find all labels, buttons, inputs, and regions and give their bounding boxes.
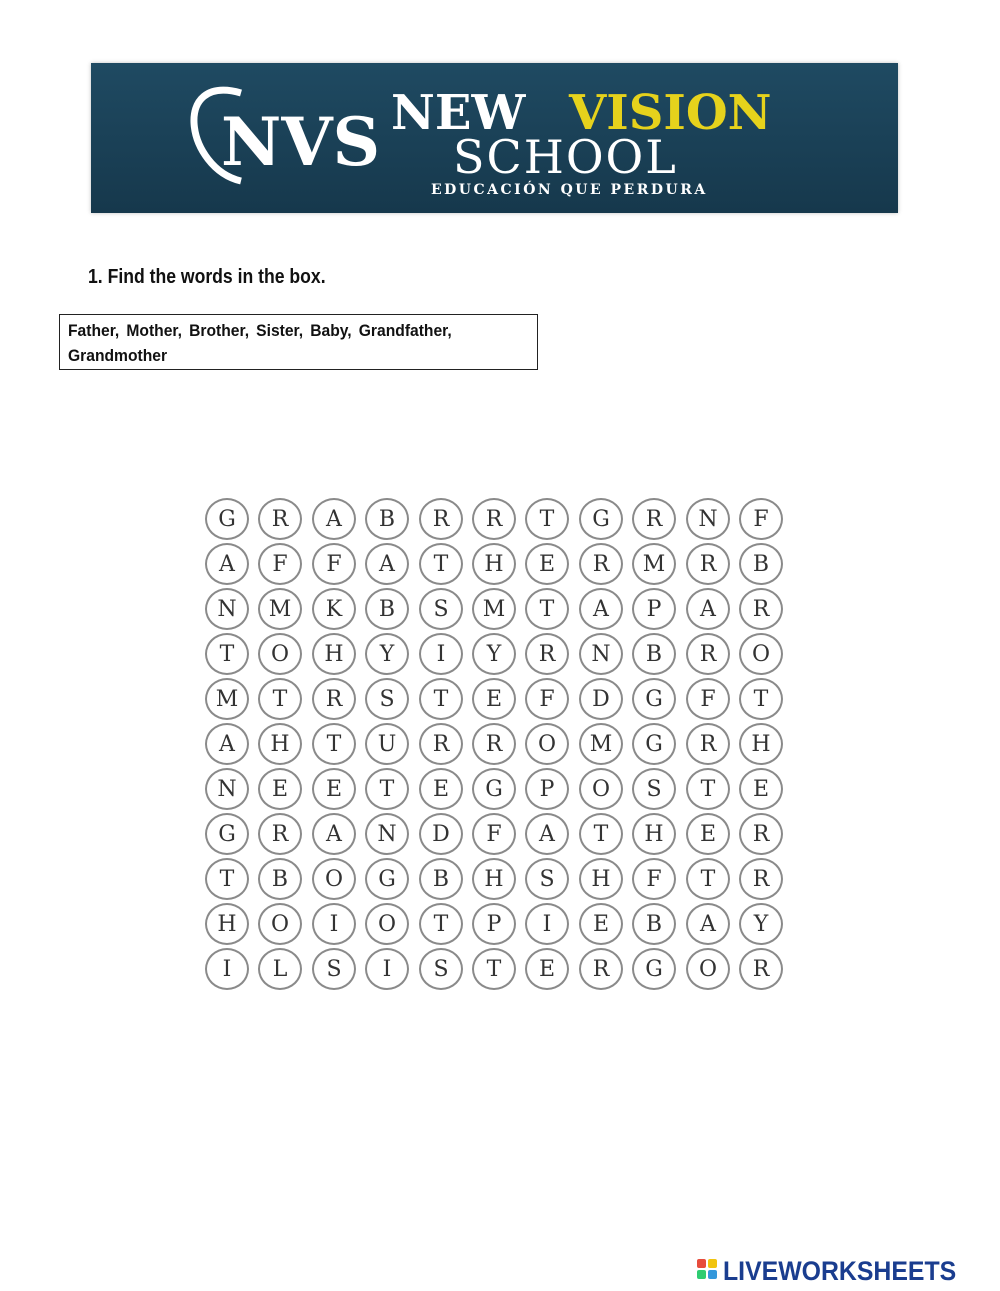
grid-letter-cell[interactable]: Y xyxy=(365,633,409,675)
grid-letter-cell[interactable]: I xyxy=(312,903,356,945)
grid-letter-cell[interactable]: H xyxy=(632,813,676,855)
grid-letter-cell[interactable]: F xyxy=(258,543,302,585)
grid-letter-cell[interactable]: H xyxy=(579,858,623,900)
grid-letter-cell[interactable]: M xyxy=(472,588,516,630)
grid-letter-cell[interactable]: E xyxy=(312,768,356,810)
grid-letter-cell[interactable]: F xyxy=(525,678,569,720)
grid-letter-cell[interactable]: T xyxy=(686,768,730,810)
grid-letter-cell[interactable]: O xyxy=(312,858,356,900)
grid-letter-cell[interactable]: R xyxy=(739,858,783,900)
grid-letter-cell[interactable]: E xyxy=(472,678,516,720)
grid-letter-cell[interactable]: R xyxy=(472,498,516,540)
grid-letter-cell[interactable]: I xyxy=(365,948,409,990)
grid-letter-cell[interactable]: B xyxy=(632,903,676,945)
grid-letter-cell[interactable]: E xyxy=(739,768,783,810)
grid-letter-cell[interactable]: S xyxy=(632,768,676,810)
grid-letter-cell[interactable]: E xyxy=(419,768,463,810)
word-list-box xyxy=(59,314,538,370)
grid-letter-cell[interactable]: N xyxy=(579,633,623,675)
grid-letter-cell[interactable]: R xyxy=(686,723,730,765)
grid-letter-cell[interactable]: E xyxy=(686,813,730,855)
grid-letter-cell[interactable]: A xyxy=(525,813,569,855)
grid-letter-cell[interactable]: M xyxy=(579,723,623,765)
grid-letter-cell[interactable]: N xyxy=(205,768,249,810)
grid-letter-cell[interactable]: G xyxy=(472,768,516,810)
grid-letter-cell[interactable]: A xyxy=(365,543,409,585)
grid-letter-cell[interactable]: A xyxy=(205,723,249,765)
grid-letter-cell[interactable]: A xyxy=(579,588,623,630)
grid-letter-cell[interactable]: O xyxy=(258,633,302,675)
grid-letter-cell[interactable]: T xyxy=(419,543,463,585)
grid-letter-cell[interactable]: B xyxy=(258,858,302,900)
liveworksheets-logo-icon xyxy=(697,1259,719,1283)
word-list-line-2: Grandmother xyxy=(68,346,168,365)
grid-letter-cell[interactable]: O xyxy=(525,723,569,765)
grid-letter-cell[interactable]: Y xyxy=(472,633,516,675)
grid-letter-cell[interactable]: R xyxy=(579,543,623,585)
grid-letter-cell[interactable]: B xyxy=(365,588,409,630)
grid-letter-cell[interactable]: R xyxy=(419,723,463,765)
grid-letter-cell[interactable]: H xyxy=(258,723,302,765)
grid-letter-cell[interactable]: S xyxy=(525,858,569,900)
grid-letter-cell[interactable]: T xyxy=(419,678,463,720)
grid-letter-cell[interactable]: R xyxy=(258,813,302,855)
grid-letter-cell[interactable]: R xyxy=(419,498,463,540)
grid-letter-cell[interactable]: E xyxy=(525,543,569,585)
grid-letter-cell[interactable]: R xyxy=(739,588,783,630)
grid-letter-cell[interactable]: A xyxy=(686,903,730,945)
grid-letter-cell[interactable]: H xyxy=(472,543,516,585)
footer-branding xyxy=(697,1256,977,1286)
exercise-instruction: 1. Find the words in the box. xyxy=(88,266,326,288)
grid-letter-cell[interactable]: R xyxy=(739,813,783,855)
grid-letter-cell[interactable]: O xyxy=(739,633,783,675)
grid-letter-cell[interactable]: T xyxy=(525,498,569,540)
grid-letter-cell[interactable]: I xyxy=(419,633,463,675)
liveworksheets-brand: LIVEWORKSHEETS xyxy=(723,1255,957,1286)
grid-letter-cell[interactable]: D xyxy=(419,813,463,855)
grid-letter-cell[interactable]: L xyxy=(258,948,302,990)
grid-letter-cell[interactable]: G xyxy=(632,948,676,990)
grid-letter-cell[interactable]: R xyxy=(258,498,302,540)
grid-letter-cell[interactable]: F xyxy=(632,858,676,900)
grid-letter-cell[interactable]: P xyxy=(525,768,569,810)
grid-letter-cell[interactable]: O xyxy=(365,903,409,945)
word-list-line-1: Father, Mother, Brother, Sister, Baby, Grandfather, xyxy=(68,321,452,340)
grid-letter-cell[interactable]: F xyxy=(686,678,730,720)
school-banner xyxy=(91,63,898,213)
grid-letter-cell[interactable]: N xyxy=(365,813,409,855)
grid-letter-cell[interactable]: T xyxy=(525,588,569,630)
grid-letter-cell[interactable]: E xyxy=(579,903,623,945)
grid-letter-cell[interactable]: R xyxy=(739,948,783,990)
grid-letter-cell[interactable]: T xyxy=(739,678,783,720)
grid-letter-cell[interactable]: E xyxy=(525,948,569,990)
grid-letter-cell[interactable]: D xyxy=(579,678,623,720)
grid-letter-cell[interactable]: N xyxy=(686,498,730,540)
grid-letter-cell[interactable]: M xyxy=(258,588,302,630)
grid-letter-cell[interactable]: H xyxy=(205,903,249,945)
grid-letter-cell[interactable]: R xyxy=(579,948,623,990)
grid-letter-cell[interactable]: P xyxy=(632,588,676,630)
grid-letter-cell[interactable]: T xyxy=(472,948,516,990)
grid-letter-cell[interactable]: F xyxy=(739,498,783,540)
grid-letter-cell[interactable]: T xyxy=(205,633,249,675)
grid-letter-cell[interactable]: K xyxy=(312,588,356,630)
grid-letter-cell[interactable]: G xyxy=(579,498,623,540)
grid-letter-cell[interactable]: S xyxy=(419,588,463,630)
school-name-school: SCHOOL xyxy=(453,130,678,184)
logo-nvs-mark: NVS xyxy=(221,103,381,181)
grid-letter-cell[interactable]: H xyxy=(312,633,356,675)
grid-letter-cell[interactable]: N xyxy=(205,588,249,630)
school-name-new: NEW xyxy=(391,85,526,141)
grid-letter-cell[interactable]: R xyxy=(472,723,516,765)
grid-letter-cell[interactable]: O xyxy=(686,948,730,990)
grid-letter-cell[interactable]: E xyxy=(258,768,302,810)
grid-letter-cell[interactable]: I xyxy=(525,903,569,945)
grid-letter-cell[interactable]: G xyxy=(365,858,409,900)
grid-letter-cell[interactable]: R xyxy=(686,633,730,675)
grid-letter-cell[interactable]: A xyxy=(686,588,730,630)
grid-letter-cell[interactable]: T xyxy=(258,678,302,720)
grid-letter-cell[interactable]: R xyxy=(686,543,730,585)
grid-letter-cell[interactable]: B xyxy=(632,633,676,675)
grid-letter-cell[interactable]: O xyxy=(579,768,623,810)
grid-letter-cell[interactable]: G xyxy=(632,678,676,720)
grid-letter-cell[interactable]: T xyxy=(419,903,463,945)
grid-letter-cell[interactable]: S xyxy=(419,948,463,990)
grid-letter-cell[interactable]: R xyxy=(525,633,569,675)
grid-letter-cell[interactable]: G xyxy=(632,723,676,765)
grid-letter-cell[interactable]: A xyxy=(312,498,356,540)
grid-letter-cell[interactable]: T xyxy=(686,858,730,900)
grid-letter-cell[interactable]: F xyxy=(312,543,356,585)
grid-letter-cell[interactable]: A xyxy=(312,813,356,855)
grid-letter-cell[interactable]: B xyxy=(419,858,463,900)
grid-letter-cell[interactable]: G xyxy=(205,813,249,855)
grid-letter-cell[interactable]: T xyxy=(312,723,356,765)
grid-letter-cell[interactable]: T xyxy=(579,813,623,855)
grid-letter-cell[interactable]: G xyxy=(205,498,249,540)
grid-letter-cell[interactable]: S xyxy=(312,948,356,990)
grid-letter-cell[interactable]: A xyxy=(205,543,249,585)
grid-letter-cell[interactable]: R xyxy=(312,678,356,720)
grid-letter-cell[interactable]: R xyxy=(632,498,676,540)
grid-letter-cell[interactable]: H xyxy=(472,858,516,900)
grid-letter-cell[interactable]: M xyxy=(205,678,249,720)
grid-letter-cell[interactable]: T xyxy=(205,858,249,900)
grid-letter-cell[interactable]: U xyxy=(365,723,409,765)
grid-letter-cell[interactable]: Y xyxy=(739,903,783,945)
school-logo xyxy=(91,63,898,213)
grid-letter-cell[interactable]: I xyxy=(205,948,249,990)
grid-letter-cell[interactable]: H xyxy=(739,723,783,765)
school-tagline: EDUCACIÓN QUE PERDURA xyxy=(431,182,708,198)
grid-letter-cell[interactable]: M xyxy=(632,543,676,585)
grid-letter-cell[interactable]: B xyxy=(739,543,783,585)
grid-letter-cell[interactable]: S xyxy=(365,678,409,720)
grid-letter-cell[interactable]: B xyxy=(365,498,409,540)
grid-letter-cell[interactable]: F xyxy=(472,813,516,855)
grid-letter-cell[interactable]: P xyxy=(472,903,516,945)
school-name-vision: VISION xyxy=(569,85,772,141)
grid-letter-cell[interactable]: O xyxy=(258,903,302,945)
grid-letter-cell[interactable]: T xyxy=(365,768,409,810)
